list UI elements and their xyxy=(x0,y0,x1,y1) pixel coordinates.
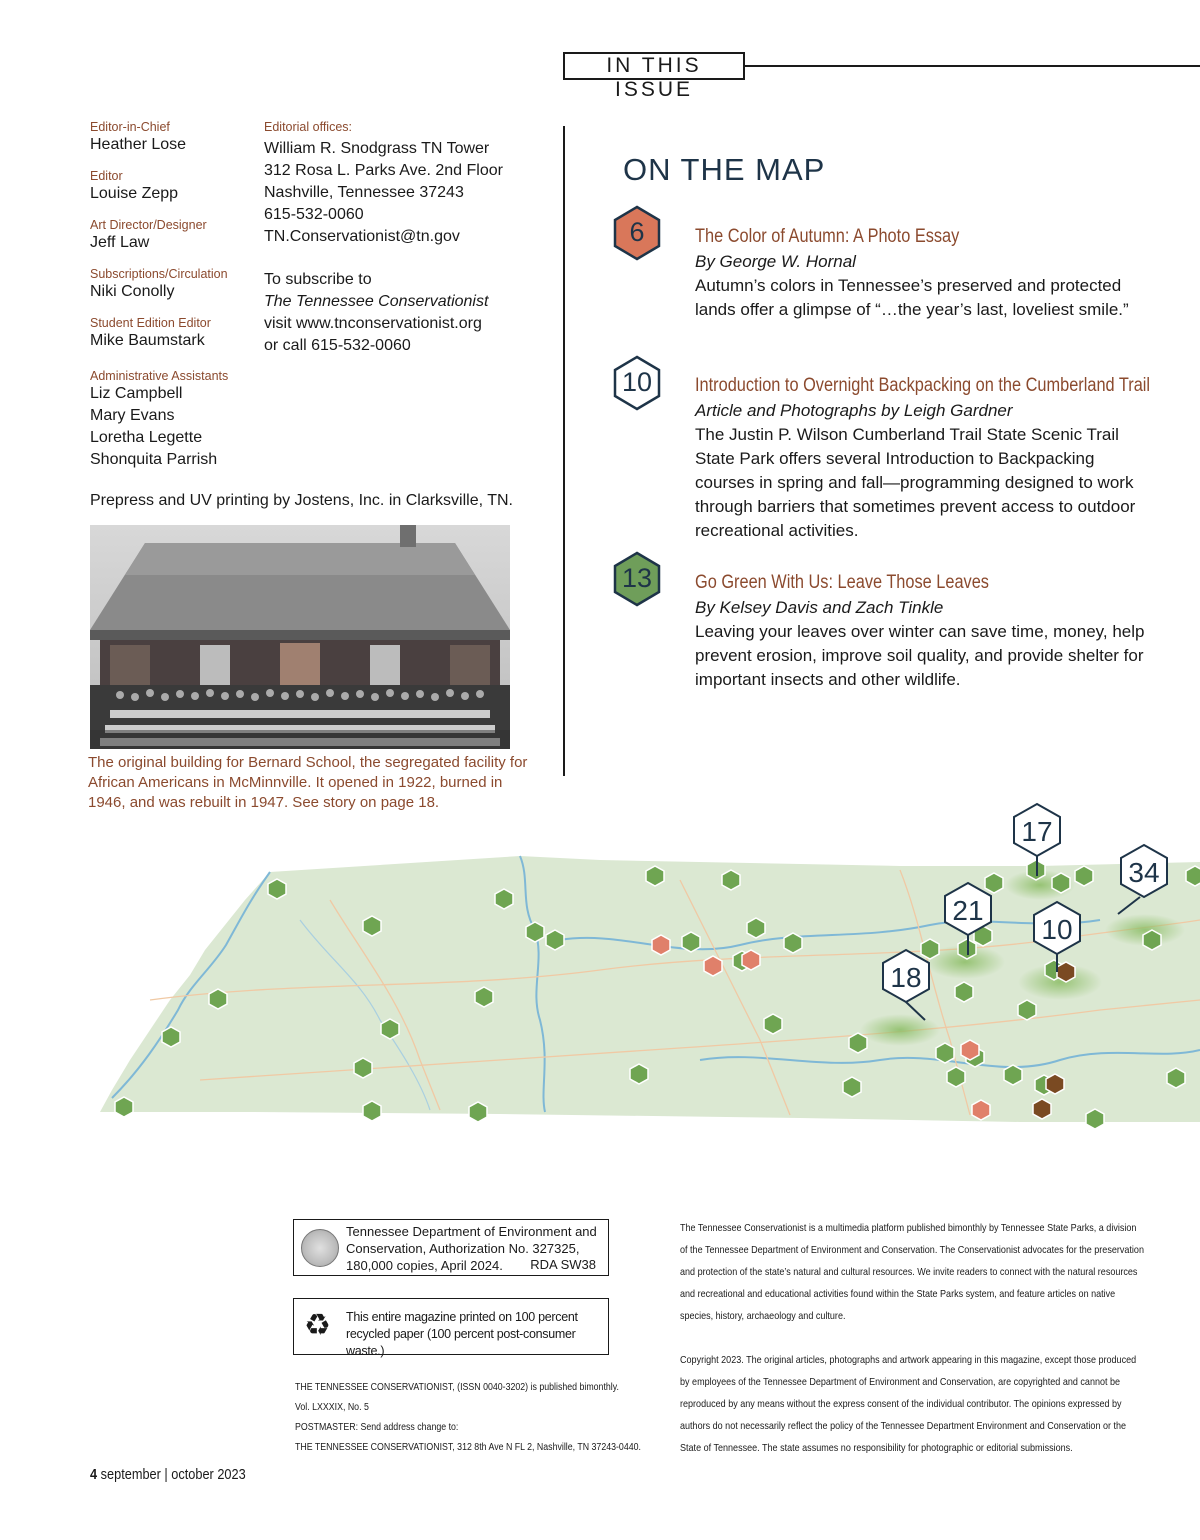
editorial-offices xyxy=(264,120,554,357)
pin-number: 18 xyxy=(890,962,922,993)
article-description: Leaving your leaves over winter can save time, money, help prevent erosion, improve soil quality, and provide shelter for important insects and other wildlife. xyxy=(695,622,1145,689)
folio-page-number: 4 xyxy=(90,1466,98,1483)
pin-number: 34 xyxy=(1128,857,1160,888)
header-rule xyxy=(745,65,1200,67)
photo-caption: The original building for Bernard School, the segregated facility for African Americans in McMinnville. It opened in 1922, burned in 1946, and was rebuilt in 1947. See story on page 18. xyxy=(88,754,528,811)
postal-line: THE TENNESSEE CONSERVATIONIST, (ISSN 0040-3202) is published bimonthly. xyxy=(295,1382,619,1393)
publication-name: The Tennessee Conservationist xyxy=(264,293,489,310)
about-statement xyxy=(680,1217,1144,1481)
office-line: William R. Snodgrass TN Tower xyxy=(264,140,490,157)
article-byline: Article and Photographs by Leigh Gardner xyxy=(695,401,1013,420)
folio-issue: september | october 2023 xyxy=(100,1466,246,1483)
subscribe-phone: or call 615-532-0060 xyxy=(264,337,411,354)
column-divider xyxy=(563,126,565,776)
rda-code: RDA SW38 xyxy=(530,1257,596,1272)
staff-role: Editor xyxy=(90,169,123,183)
article-item xyxy=(695,224,1155,322)
page-number: 6 xyxy=(629,217,645,247)
postal-line: POSTMASTER: Send address change to: xyxy=(295,1422,459,1433)
tennessee-map xyxy=(0,800,1200,1140)
article-byline: By George W. Hornal xyxy=(695,252,856,271)
tdec-notice-box xyxy=(293,1219,609,1276)
postal-statement xyxy=(295,1378,641,1458)
staff-name: Mary Evans xyxy=(90,407,175,424)
staff-role: Subscriptions/Circulation xyxy=(90,267,228,281)
article-title[interactable]: Go Green With Us: Leave Those Leaves xyxy=(695,572,989,593)
pin-number: 10 xyxy=(1041,914,1073,945)
article-description: Autumn’s colors in Tennessee’s preserved and protected lands offer a glimpse of “…the year’s last, loveliest smile.” xyxy=(695,276,1129,319)
staff-name: Loretha Legette xyxy=(90,429,203,446)
postal-line: THE TENNESSEE CONSERVATIONIST, 312 8th Ave N FL 2, Nashville, TN 37243-0440. xyxy=(295,1442,641,1453)
staff-name: Niki Conolly xyxy=(90,283,175,300)
staff-name: Jeff Law xyxy=(90,234,150,251)
office-line: Nashville, Tennessee 37243 xyxy=(264,184,464,201)
subscribe-line: To subscribe to xyxy=(264,271,372,288)
office-line: 312 Rosa L. Parks Ave. 2nd Floor xyxy=(264,162,503,179)
offices-label: Editorial offices: xyxy=(264,120,353,134)
recycled-notice-box xyxy=(293,1298,609,1358)
page-badge[interactable] xyxy=(612,551,662,607)
state-seal-icon xyxy=(301,1229,339,1267)
postal-line: Vol. LXXXIX, No. 5 xyxy=(295,1402,369,1413)
staff-role: Student Edition Editor xyxy=(90,316,211,330)
bernard-school-photo xyxy=(90,525,510,749)
article-description: The Justin P. Wilson Cumberland Trail State Scenic Trail State Park offers several Introduction to Backpacking courses in spring and fall—programming designed to work through barriers that sometimes prevent access to outdoor recreational activities. xyxy=(695,425,1136,540)
office-email[interactable]: TN.Conservationist@tn.gov xyxy=(264,228,460,245)
copyright-paragraph: Copyright 2023. The original articles, photographs and artwork appearing in this magazine, except those produced by employees of the Tennessee Department of Environment and Conservation, are copyrighted and cannot be reproduced by any means without the express consent of the individual contributor. The opinions expressed by authors do not necessarily reflect the policy of the Tennessee Department Environment and Conservation or the State of Tennessee. The state assumes no responsibility for photographic or editorial submissions. xyxy=(680,1354,1137,1454)
section-label: IN THIS ISSUE xyxy=(563,52,745,80)
about-paragraph: The Tennessee Conservationist is a multimedia platform published bimonthly by Tennessee State Parks, a division of the Tennessee Department of Environment and Conservation. The Conservationist advocates for the preservation and protection of the state’s natural and cultural resources. We invite readers to connect with the natural resources and recreational and educational activities found within the State Parks system, and feature articles on native species, history, archaeology and culture. xyxy=(680,1222,1144,1322)
pin-number: 17 xyxy=(1021,816,1053,847)
article-title[interactable]: Introduction to Overnight Backpacking on the Cumberland Trail xyxy=(695,375,1151,396)
staff-role: Administrative Assistants xyxy=(90,369,229,383)
page-folio xyxy=(90,1466,246,1483)
recycled-notice: This entire magazine printed on 100 percent recycled paper (100 percent post-consumer waste.) xyxy=(346,1310,578,1358)
staff-name: Heather Lose xyxy=(90,136,187,153)
staff-name: Louise Zepp xyxy=(90,185,179,202)
article-byline: By Kelsey Davis and Zach Tinkle xyxy=(695,598,944,617)
staff-name: Liz Campbell xyxy=(90,385,183,402)
on-the-map-title: ON THE MAP xyxy=(623,152,826,187)
page-badge[interactable] xyxy=(612,205,662,261)
staff-role: Editor-in-Chief xyxy=(90,120,170,134)
subscribe-website[interactable]: visit www.tnconservationist.org xyxy=(264,315,482,332)
page-number: 10 xyxy=(621,367,653,397)
staff-role: Art Director/Designer xyxy=(90,218,207,232)
staff-name: Mike Baumstark xyxy=(90,332,205,349)
prepress-credit: Prepress and UV printing by Jostens, Inc. in Clarksville, TN. xyxy=(90,492,513,509)
page-number: 13 xyxy=(621,563,653,593)
recycle-icon: ♻ xyxy=(304,1309,331,1342)
staff-name: Shonquita Parrish xyxy=(90,451,218,468)
article-item xyxy=(695,570,1155,692)
tdec-notice: Tennessee Department of Environment and Conservation, Authorization No. 327325, 180,000 copies, April 2024. xyxy=(346,1224,597,1273)
page-badge[interactable] xyxy=(612,355,662,411)
article-item xyxy=(695,373,1155,543)
map-pin[interactable] xyxy=(1014,804,1060,876)
office-phone: 615-532-0060 xyxy=(264,206,364,223)
staff-list xyxy=(90,120,260,471)
subscribe-block xyxy=(264,269,554,357)
pin-number: 21 xyxy=(952,895,984,926)
article-title[interactable]: The Color of Autumn: A Photo Essay xyxy=(695,226,960,247)
